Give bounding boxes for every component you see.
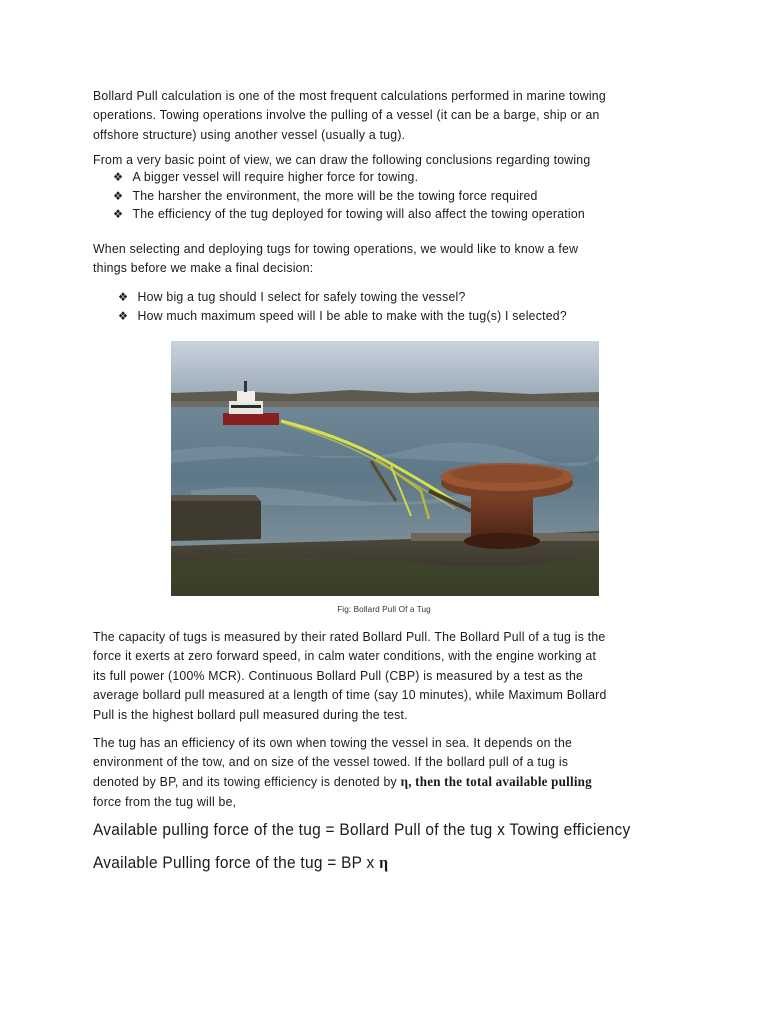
- text-line: force it exerts at zero forward speed, in calm water conditions, with the engine working at: [93, 648, 597, 664]
- list-item: [118, 307, 567, 326]
- text-line: operations. Towing operations involve the pulling of a vessel (it can be a barge, ship or an: [93, 107, 600, 123]
- text-line: Bollard Pull calculation is one of the most frequent calculations performed in marine towing: [93, 88, 606, 103]
- selection-paragraph: [93, 239, 642, 278]
- formula-available-force: Available pulling force of the tug = Bollard Pull of the tug x Towing efficiency: [93, 820, 631, 839]
- diamond-bullet-icon: ❖: [113, 188, 124, 203]
- formula-text: Available Pulling force of the tug = BP x: [93, 853, 380, 872]
- text-line: [93, 772, 642, 792]
- figure-caption: Fig: Bollard Pull Of a Tug: [337, 605, 431, 614]
- list-item-text: How much maximum speed will I be able to make with the tug(s) I selected?: [137, 307, 567, 323]
- eta-emphasis: η, then the total available pulling: [400, 774, 592, 790]
- list-item: [118, 288, 567, 307]
- text-segment: denoted by BP, and its towing efficiency is denoted by: [93, 773, 401, 789]
- list-item-text: How big a tug should I select for safely towing the vessel?: [137, 289, 466, 304]
- diamond-bullet-icon: ❖: [113, 207, 124, 222]
- text-line: offshore structure) using another vessel (usually a tug).: [93, 126, 406, 142]
- text-line: The capacity of tugs is measured by their rated Bollard Pull. The Bollard Pull of a tug is the: [93, 629, 606, 644]
- eta-symbol: η: [379, 853, 389, 872]
- text-line: its full power (100% MCR). Continuous Bollard Pull (CBP) is measured by a test as the: [93, 667, 584, 683]
- efficiency-paragraph: [93, 733, 642, 812]
- capacity-paragraph: [93, 627, 642, 724]
- intro-paragraph: [93, 86, 642, 144]
- text-line: environment of the tow, and on size of the vessel towed. If the bollard pull of a tug is: [93, 754, 569, 770]
- bollard-pull-photo: [171, 341, 599, 596]
- questions-list: [118, 288, 567, 325]
- diamond-bullet-icon: ❖: [113, 170, 124, 184]
- text-line: From a very basic point of view, we can draw the following conclusions regarding towing: [93, 152, 591, 167]
- text-line: things before we make a final decision:: [93, 260, 314, 276]
- text-line: The tug has an efficiency of its own when towing the vessel in sea. It depends on the: [93, 735, 573, 750]
- text-line: Pull is the highest bollard pull measured during the test.: [93, 706, 408, 722]
- list-item-text: A bigger vessel will require higher force for towing.: [132, 169, 419, 184]
- list-item-text: The harsher the environment, the more will be the towing force required: [132, 187, 538, 203]
- conclusions-list: [113, 168, 585, 224]
- list-item-text: The efficiency of the tug deployed for towing will also affect the towing operation: [132, 206, 585, 222]
- text-line: force from the tug will be,: [93, 794, 237, 810]
- list-item: [113, 168, 585, 187]
- diamond-bullet-icon: ❖: [118, 308, 129, 323]
- conclusions-lead: [93, 150, 642, 169]
- formula-bp-eta: [93, 853, 388, 873]
- diamond-bullet-icon: ❖: [118, 290, 129, 304]
- text-line: When selecting and deploying tugs for towing operations, we would like to know a few: [93, 241, 579, 256]
- text-line: average bollard pull measured at a length of time (say 10 minutes), while Maximum Bollard: [93, 687, 607, 703]
- list-item: [113, 187, 585, 206]
- list-item: [113, 205, 585, 224]
